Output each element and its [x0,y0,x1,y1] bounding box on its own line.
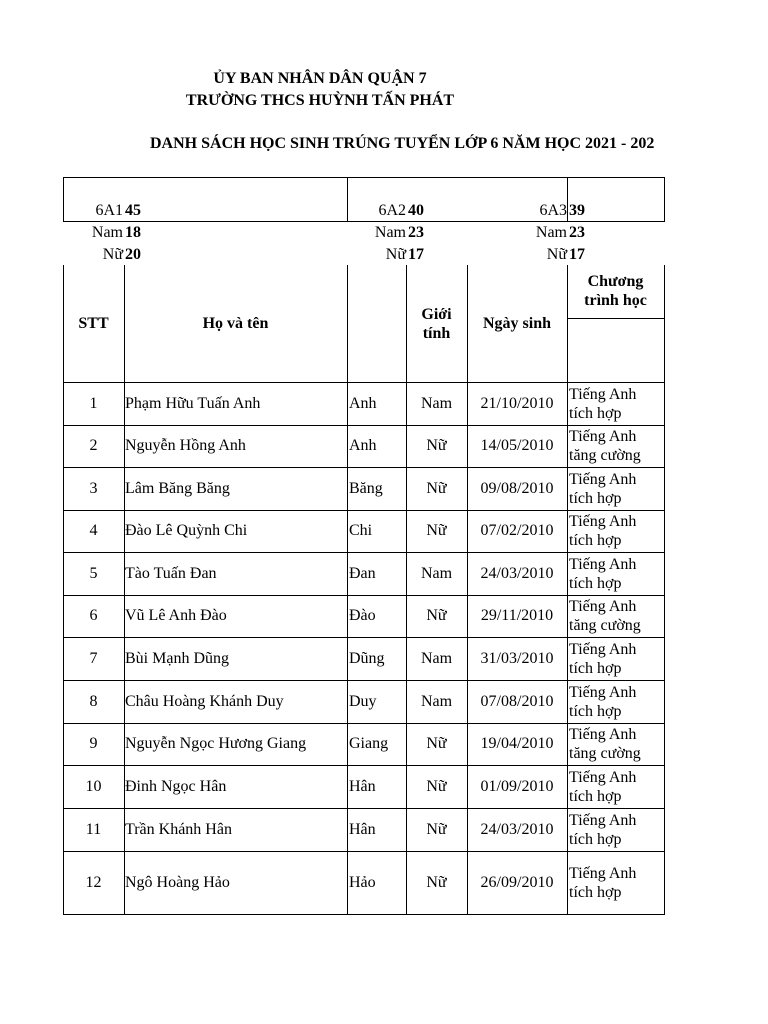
agency-name: ỦY BAN NHÂN DÂN QUẬN 7 [213,70,427,87]
cell-stt: 1 [89,395,98,412]
cell-dob: 14/05/2010 [480,437,554,454]
column-divider [664,265,665,915]
cell-gender: Nữ [426,874,447,891]
cell-dob: 19/04/2010 [480,735,554,752]
row-border [63,637,665,638]
cell-gender: Nữ [426,480,447,497]
cell-given-name: Anh [349,437,377,454]
cell-stt: 2 [89,437,98,454]
cell-name: Châu Hoàng Khánh Duy [125,693,284,710]
column-header-dob: Ngày sinh [482,315,552,332]
cell-name: Bùi Mạnh Dũng [125,650,229,667]
school-name: TRƯỜNG THCS HUỲNH TẤN PHÁT [185,92,455,109]
cell-dob: 24/03/2010 [480,565,554,582]
cell-name: Lâm Băng Băng [125,480,230,497]
cell-gender: Nam [420,395,453,412]
cell-program: Tiếng Anh [569,641,637,658]
female-label: Nữ [385,246,406,263]
column-header-name: Họ và tên [202,315,269,332]
cell-stt: 12 [85,874,102,891]
cell-given-name: Chi [349,522,373,539]
row-border [63,595,665,596]
cell-program: Tiếng Anh [569,513,637,530]
female-count: 20 [125,246,141,263]
cell-given-name: Băng [349,480,383,497]
column-divider [124,265,125,915]
cell-stt: 5 [89,565,98,582]
cell-program-2: tích hợp [569,831,622,848]
cell-name: Đào Lê Quỳnh Chi [125,522,248,539]
cell-dob: 31/03/2010 [480,650,554,667]
cell-name: Nguyễn Ngọc Hương Giang [125,735,307,752]
cell-stt: 6 [89,607,98,624]
cell-program: Tiếng Anh [569,684,637,701]
female-label: Nữ [102,246,123,263]
cell-gender: Nam [420,650,453,667]
cell-dob: 21/10/2010 [480,395,554,412]
column-divider [467,265,468,915]
cell-gender: Nữ [426,437,447,454]
program-header-split [567,318,665,319]
cell-name: Ngô Hoàng Hảo [125,874,230,891]
cell-stt: 7 [89,650,98,667]
cell-dob: 07/08/2010 [480,693,554,710]
row-border [63,723,665,724]
cell-stt: 3 [89,480,98,497]
cell-program-2: tích hợp [569,884,622,901]
cell-program: Tiếng Anh [569,428,637,445]
cell-given-name: Dũng [349,650,385,667]
class-count: 40 [408,202,424,219]
cell-gender: Nam [420,693,453,710]
cell-dob: 26/09/2010 [480,874,554,891]
cell-program-2: tích hợp [569,490,622,507]
cell-program: Tiếng Anh [569,598,637,615]
column-divider [567,265,568,915]
cell-stt: 4 [89,522,98,539]
row-border [63,467,665,468]
column-header-program-2: trình học [584,292,647,309]
cell-program: Tiếng Anh [569,471,637,488]
cell-dob: 24/03/2010 [480,821,554,838]
document-title: DANH SÁCH HỌC SINH TRÚNG TUYỂN LỚP 6 NĂM HỌC 2021 - 202 [150,135,655,152]
cell-given-name: Duy [349,693,377,710]
header-bottom-border [63,382,665,383]
cell-gender: Nữ [426,522,447,539]
cell-program-2: tích hợp [569,575,622,592]
male-count: 23 [569,224,585,241]
cell-program: Tiếng Anh [569,865,637,882]
column-header-gender: Giới [421,306,452,323]
cell-gender: Nam [420,565,453,582]
female-label: Nữ [546,246,567,263]
male-label: Nam [535,224,567,241]
cell-stt: 10 [85,778,102,795]
cell-name: Nguyễn Hồng Anh [125,437,246,454]
cell-given-name: Anh [349,395,377,412]
male-label: Nam [91,224,123,241]
column-divider [63,265,64,915]
cell-given-name: Đan [349,565,376,582]
cell-given-name: Hân [349,778,376,795]
class-label: 6A2 [378,202,406,219]
cell-program: Tiếng Anh [569,726,637,743]
cell-gender: Nữ [426,821,447,838]
cell-given-name: Giang [349,735,389,752]
summary-separator [63,221,665,222]
cell-gender: Nữ [426,607,447,624]
cell-gender: Nữ [426,778,447,795]
cell-stt: 9 [89,735,98,752]
cell-dob: 01/09/2010 [480,778,554,795]
cell-gender: Nữ [426,735,447,752]
row-border [63,680,665,681]
column-divider [347,265,348,915]
row-border [63,851,665,852]
cell-name: Vũ Lê Anh Đào [125,607,227,624]
cell-stt: 11 [85,821,102,838]
female-count: 17 [569,246,585,263]
male-label: Nam [374,224,406,241]
cell-program-2: tích hợp [569,405,622,422]
cell-dob: 09/08/2010 [480,480,554,497]
row-border [63,425,665,426]
summary-divider [664,177,665,221]
cell-name: Đinh Ngọc Hân [125,778,227,795]
cell-program: Tiếng Anh [569,769,637,786]
row-border [63,552,665,553]
cell-program: Tiếng Anh [569,556,637,573]
class-count: 39 [569,202,585,219]
cell-given-name: Hân [349,821,376,838]
cell-program-2: tăng cường [569,745,641,762]
column-divider [406,265,407,915]
cell-program: Tiếng Anh [569,386,637,403]
class-count: 45 [125,202,141,219]
class-label: 6A3 [539,202,567,219]
row-border [63,765,665,766]
row-border [63,510,665,511]
male-count: 18 [125,224,141,241]
cell-program: Tiếng Anh [569,812,637,829]
cell-program-2: tích hợp [569,788,622,805]
cell-program-2: tích hợp [569,660,622,677]
column-header-gender-2: tính [422,325,451,342]
cell-name: Tào Tuấn Đan [125,565,217,582]
column-header-program: Chương [587,273,644,290]
female-count: 17 [408,246,424,263]
cell-given-name: Đào [349,607,376,624]
row-border [63,808,665,809]
cell-program-2: tích hợp [569,703,622,720]
cell-program-2: tăng cường [569,617,641,634]
cell-program-2: tăng cường [569,447,641,464]
cell-given-name: Hảo [349,874,376,891]
summary-divider [567,177,568,221]
cell-dob: 29/11/2010 [480,607,554,624]
cell-stt: 8 [89,693,98,710]
cell-program-2: tích hợp [569,532,622,549]
cell-name: Trần Khánh Hân [125,821,232,838]
column-header-stt: STT [78,315,109,332]
row-border [63,914,665,915]
cell-name: Phạm Hữu Tuấn Anh [125,395,261,412]
summary-top-border [63,177,665,178]
cell-dob: 07/02/2010 [480,522,554,539]
class-label: 6A1 [95,202,123,219]
male-count: 23 [408,224,424,241]
